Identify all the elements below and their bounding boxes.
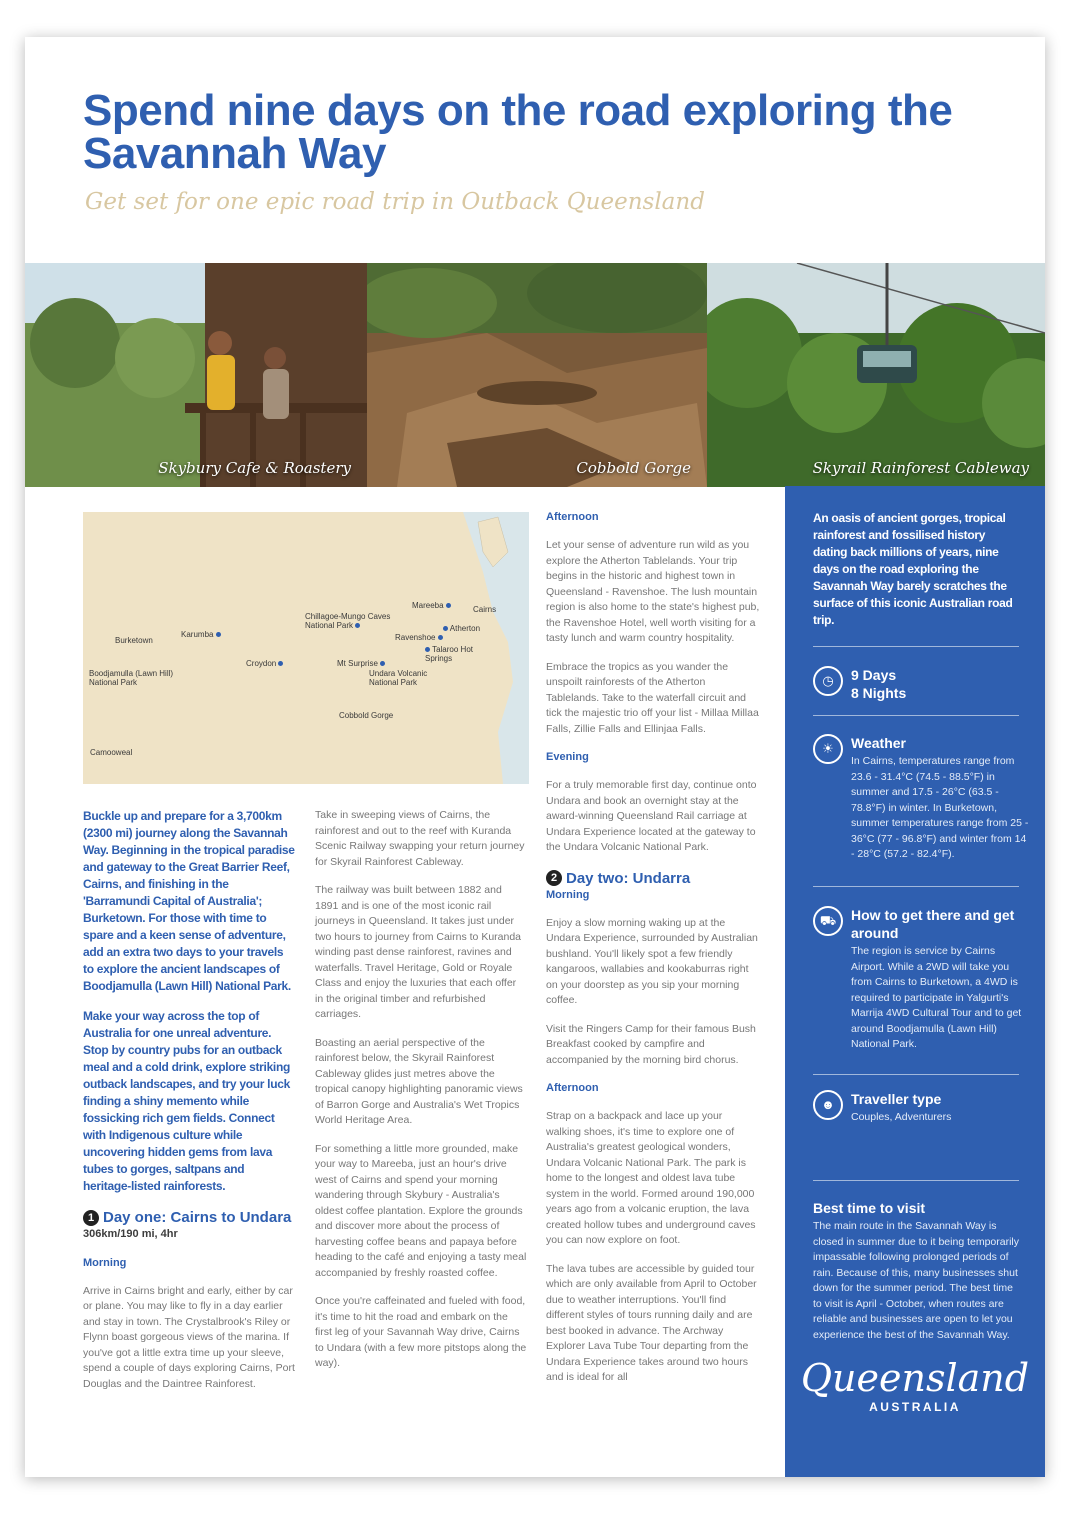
day-one-morning-heading: Morning [83, 1256, 127, 1269]
map-pin-cairns [473, 605, 496, 614]
intro-lead [83, 808, 295, 1195]
map-pin-cobbold-gorge [339, 711, 393, 720]
sidebar-divider [813, 1074, 1019, 1075]
map-label-camooweal: Camooweal [90, 748, 133, 757]
day-two-morning-heading: Morning [546, 888, 590, 901]
day-two-heading [546, 869, 760, 888]
calendar-icon: ◷ [813, 666, 843, 696]
sidebar-divider [813, 715, 1019, 716]
day-one-title: Day one: Cairns to Undara [103, 1209, 292, 1226]
map-label-cairns: Cairns [473, 605, 497, 614]
map-pin-camooweal [90, 748, 132, 757]
map-label-chillagoe: Chillagoe-Mungo Caves National Park [305, 612, 391, 630]
info-sidebar [785, 486, 1045, 1477]
map-label-atherton: Atherton [449, 624, 481, 633]
day-two-afternoon-paragraph-2: The lava tubes are accessible by guided tour which are only available from April to October due to weather interruptions. You'll find different styles of tours running daily and are best booked in advance. The Archway Explorer Lava Tube Tour departing from the Undara Experience takes around two hours and is ideal for all [546, 1262, 757, 1383]
map-pin-burketown [115, 636, 153, 645]
route-map [83, 512, 529, 784]
thermometer-icon: ☀ [813, 734, 843, 764]
queensland-logo [785, 1356, 1045, 1414]
intro-paragraph-2: Make your way across the top of Australia for one unreal adventure. Stop by country pubs for an outback meal and a cold drink, explore striking outback landscapes, and try your luck finding a shiny memento while fossicking rich gem fields. Connect with Indigenous culture while uncovering hidden gems from lava tubes to gorges, saltpans and heritage-listed rainforests. [83, 1009, 291, 1193]
photo-strip [25, 263, 1045, 487]
map-label-mt-surprise: Mt Surprise [337, 659, 378, 668]
map-label-talaroo: Talaroo Hot Springs [425, 645, 473, 663]
afternoon-paragraph-1: Let your sense of adventure run wild as you explore the Atherton Tablelands. Your trip begins in the historic and highest town in Queensland - Ravenshoe. The lush mountain region is also home to the state's highest pub, the Ravenshoe Hotel, well worth visiting for a tasty lunch and warm country hospitality. [546, 539, 760, 644]
column-three [546, 510, 760, 1399]
sidebar-divider [813, 886, 1019, 887]
page-subtitle: Get set for one epic road trip in Outback Queensland [85, 189, 705, 215]
duration-days: 9 Days [851, 667, 897, 683]
col2-paragraph-2: The railway was built between 1882 and 1891 and is one of the most iconic rail journeys in Queensland. It takes just under two hours to journey from Cairns to Kuranda winding past dense rainforest, ravines and waterfalls. Travel Heritage, Gold or Royale Class and enjoy the luxuries that each offer in the original timber and refurbished carriages. [315, 884, 522, 1020]
best-time-block [813, 1199, 1023, 1343]
map-pin-boodjamulla [89, 669, 199, 687]
day-one-number: 1 [83, 1210, 99, 1226]
transport-text: The region is service by Cairns Airport. While a 2WD will take you from Cairns to Burketown, a 4WD is required to participate in Yalgurti's Marrija 4WD Cultural Tour and to get around Boodjamulla (Lawn Hill) National Park. [851, 945, 1022, 1050]
photo-caption-gorge: Cobbold Gorge [576, 459, 691, 477]
sidebar-divider [813, 646, 1019, 647]
traveller-title: Traveller type [851, 1091, 942, 1107]
map-label-mareeba: Mareeba [412, 601, 444, 610]
map-pin-mareeba [412, 601, 451, 610]
cableway-photo-illustration [707, 263, 1045, 487]
evening-heading: Evening [546, 751, 589, 763]
sidebar-intro: An oasis of ancient gorges, tropical rainforest and fossilised history dating back millions of years, nine days on the road exploring the Savannah Way barely scratches the surface of this iconic Australian road trip. [813, 511, 1013, 627]
duration-nights: 8 Nights [851, 685, 907, 701]
map-label-ravenshoe: Ravenshoe [395, 633, 436, 642]
evening-text: For a truly memorable first day, continue onto Undara and book an overnight stay at the award-winning Queensland Rail carriage at Undara Experience located at the gateway to the Undara Volcanic National Park. [546, 779, 757, 853]
day-two-afternoon-paragraph-1: Strap on a backpack and lace up your walking shoes, it's time to explore one of Australia's greatest geological wonders, Undara Volcanic National Park. The park is home to the longest and oldest lava tube system in the world. Formed around 190,000 years ago from a volcanic eruption, the lava created hollow tubes and underground caves you can now explore on foot. [546, 1110, 756, 1246]
photo-caption-cafe: Skybury Cafe & Roastery [158, 459, 351, 477]
map-label-undara: Undara Volcanic National Park [369, 669, 428, 687]
day-one-distance: 306km/190 mi, 4hr [83, 1228, 178, 1240]
day-one-morning-text: Arrive in Cairns bright and early, either by car or plane. You may like to fly in a day earlier and stay in town. The Crystalbrook's Riley or Flynn boast gorgeous views of the marina. If you've got a little extra time up your sleeve, spend a couple of days exploring Cairns, Port Douglas and the Daintree Rainforest. [83, 1284, 295, 1390]
map-label-croydon: Croydon [246, 659, 277, 668]
car-icon: ⛟ [813, 906, 843, 936]
logo-wordmark: Queensland [800, 1356, 1030, 1400]
map-pin-chillagoe [305, 612, 415, 630]
intro-paragraph-1: Buckle up and prepare for a 3,700km (2300 mi) journey along the Savannah Way. Beginning in the tropical paradise and gateway to the Great Barrier Reef, Cairns, and finishing in the 'Barramundi Capital of Australia'; Burketown. For those with time to spare and a keen sense of adventure, add an extra two days to your travels to explore the ancient landscapes of Boodjamulla (Lawn Hill) National Park. [83, 809, 295, 993]
col2-paragraph-5: Once you're caffeinated and fueled with food, it's time to hit the road and embark on the first leg of your Savannah Way drive, Cairns to Undara (with a few more pitstops along the way). [315, 1295, 527, 1369]
col2-paragraph-1: Take in sweeping views of Cairns, the rainforest and out to the reef with Kuranda Scenic Railway swapping your return journey for Skyrail Rainforest Cableway. [315, 809, 525, 868]
map-pin-ravenshoe [395, 633, 443, 642]
column-one [83, 808, 295, 1405]
photo-caption-cableway: Skyrail Rainforest Cableway [812, 459, 1029, 477]
map-pin-talaroo [425, 645, 491, 663]
map-label-karumba: Karumba [181, 630, 214, 639]
col2-paragraph-3: Boasting an aerial perspective of the rainforest below, the Skyrail Rainforest Cableway glides just metres above the tropical canopy highlighting panoramic views of Barron Gorge and Australia's Wet Tropics World Heritage Area. [315, 1036, 523, 1126]
weather-title: Weather [851, 735, 906, 751]
cafe-photo-illustration [25, 263, 367, 487]
day-two-morning-paragraph-1: Enjoy a slow morning waking up at the Undara Experience, surrounded by Australian bushland. You'll likely spot a few friendly kangaroos, wallabies and kookaburras right on your doorstep as you sip your morning coffee. [546, 916, 758, 1006]
transport-title: How to get there and get around [851, 907, 1015, 941]
afternoon-paragraph-2: Embrace the tropics as you wander the unspoilt rainforests of the Atherton Tablelands. Take to the waterfall circuit and tick the majestic trio off your list - Millaa Millaa Falls, Zillie Falls and Ellinjaa Falls. [546, 660, 759, 735]
day-two-number: 2 [546, 870, 562, 886]
day-two-morning-paragraph-2: Visit the Ringers Camp for their famous Bush Breakfast cooked by campfire and accompanied by the morning bird chorus. [546, 1022, 756, 1066]
traveller-text: Couples, Adventurers [851, 1111, 952, 1123]
day-two-title: Day two: Undarra [566, 869, 691, 887]
day-two-afternoon-heading: Afternoon [546, 1082, 599, 1094]
map-label-boodjamulla: Boodjamulla (Lawn Hill) National Park [89, 669, 174, 687]
gorge-photo-illustration [367, 263, 707, 487]
map-label-cobbold-gorge: Cobbold Gorge [339, 711, 394, 720]
afternoon-heading: Afternoon [546, 511, 599, 523]
col2-paragraph-4: For something a little more grounded, make your way to Mareeba, just an hour's drive west of Cairns and spend your morning wandering through Skybury - Australia's oldest coffee plantation. Explore the grounds and discover more about the process of harvesting coffee beans and papaya before heading to the café and enjoying a tasty meal accompanied by freshly roasted coffee. [315, 1142, 527, 1279]
brochure-page [25, 37, 1045, 1477]
day-one-heading [83, 1208, 295, 1227]
best-time-title: Best time to visit [813, 1200, 926, 1216]
map-label-burketown: Burketown [115, 636, 153, 645]
best-time-text: The main route in the Savannah Way is closed in summer due to it being temporarily impassable following prolonged periods of rain. Because of this, many businesses shut down for the summer period. The best time to visit is April - October, when routes are reliable and businesses are open to let you experience the best of the Savannah Way. [813, 1220, 1020, 1341]
map-pin-atherton [443, 624, 480, 633]
map-pin-croydon [246, 659, 283, 668]
map-pin-undara [369, 669, 449, 687]
traveller-icon: ☻ [813, 1090, 843, 1120]
weather-text: In Cairns, temperatures range from 23.6 - 31.4°C (74.5 - 88.5°F) in summer and 17.5 - 26°C (63.5 - 78.8°F) in winter. In Burketown, summer temperatures range from 25 - 36°C (77 - 96.8°F) and winter from 14 - 28°C (57.2 - 82.4°F). [851, 755, 1029, 860]
page-title: Spend nine days on the road exploring the Savannah Way [83, 86, 953, 178]
logo-subtitle: AUSTRALIA [869, 1400, 961, 1414]
photo-cafe [25, 263, 367, 487]
map-pin-mt-surprise [337, 659, 385, 668]
map-pin-karumba [181, 630, 221, 639]
sidebar-divider [813, 1180, 1019, 1181]
photo-cableway [707, 263, 1045, 487]
photo-gorge [367, 263, 707, 487]
column-two [315, 808, 527, 1385]
